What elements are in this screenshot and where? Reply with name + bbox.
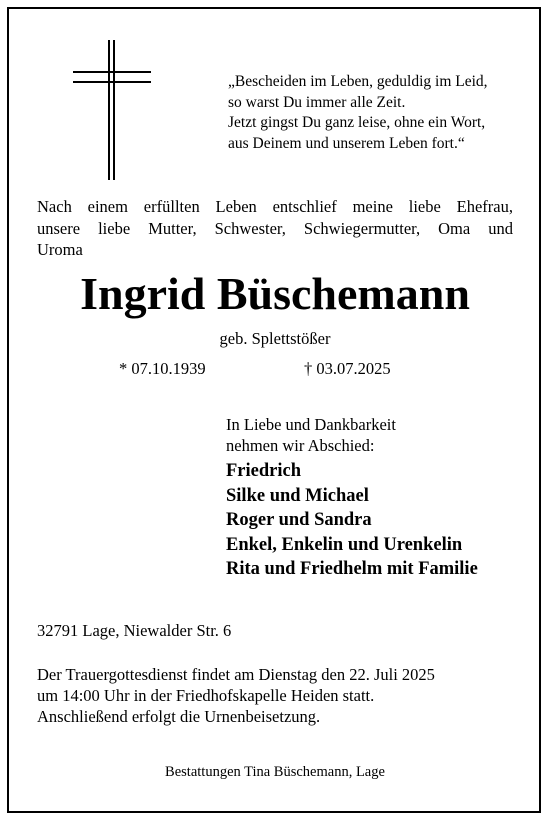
birth-date: * 07.10.1939	[119, 359, 206, 378]
quote-line: aus Deinem und unserem Leben fort.“	[228, 134, 465, 152]
cross-vertical-bar	[108, 40, 110, 180]
deceased-name: Ingrid Büschemann	[80, 268, 470, 319]
double-cross-icon	[73, 40, 151, 180]
farewell-line: In Liebe und Dankbarkeit	[226, 415, 396, 434]
service-line: um 14:00 Uhr in der Friedhofskapelle Heiden statt.	[37, 686, 375, 705]
mourners-block	[226, 415, 526, 582]
quote-line: so warst Du immer alle Zeit.	[228, 93, 406, 111]
undertaker-credit: Bestattungen Tina Büschemann, Lage	[165, 764, 385, 780]
mourner-name: Silke und Michael	[226, 485, 369, 506]
mourner-name: Rita und Friedhelm mit Familie	[226, 559, 478, 579]
memorial-quote	[228, 72, 528, 154]
maiden-name: geb. Splettstößer	[219, 329, 331, 348]
cross-horizontal-bar	[73, 71, 151, 73]
intro-line: Uroma	[37, 240, 83, 259]
mourner-name: Friedrich	[226, 461, 302, 481]
mourners-list	[226, 459, 526, 582]
farewell-line: nehmen wir Abschied:	[226, 435, 375, 455]
service-info	[37, 664, 517, 727]
intro-line: unsere liebe Mutter, Schwester, Schwiegermutter, Oma und	[37, 218, 513, 238]
service-line: Anschließend erfolgt die Urnenbeisetzung.	[37, 707, 321, 726]
quote-line: Jetzt gingst Du ganz leise, ohne ein Wort,	[228, 114, 486, 131]
cross-vertical-bar	[113, 40, 115, 180]
death-date: † 03.07.2025	[304, 359, 391, 378]
family-address: 32791 Lage, Niewalder Str. 6	[37, 621, 232, 640]
cross-horizontal-bar	[73, 81, 151, 83]
service-line: Der Trauergottesdienst findet am Dienstag den 22. Juli 2025	[37, 665, 435, 684]
intro-paragraph	[37, 196, 513, 261]
mourner-name: Enkel, Enkelin und Urenkelin	[226, 534, 463, 555]
quote-line: „Bescheiden im Leben, geduldig im Leid,	[228, 73, 488, 90]
mourner-name: Roger und Sandra	[226, 510, 372, 530]
intro-line: Nach einem erfüllten Leben entschlief meine liebe Ehefrau,	[37, 197, 513, 216]
